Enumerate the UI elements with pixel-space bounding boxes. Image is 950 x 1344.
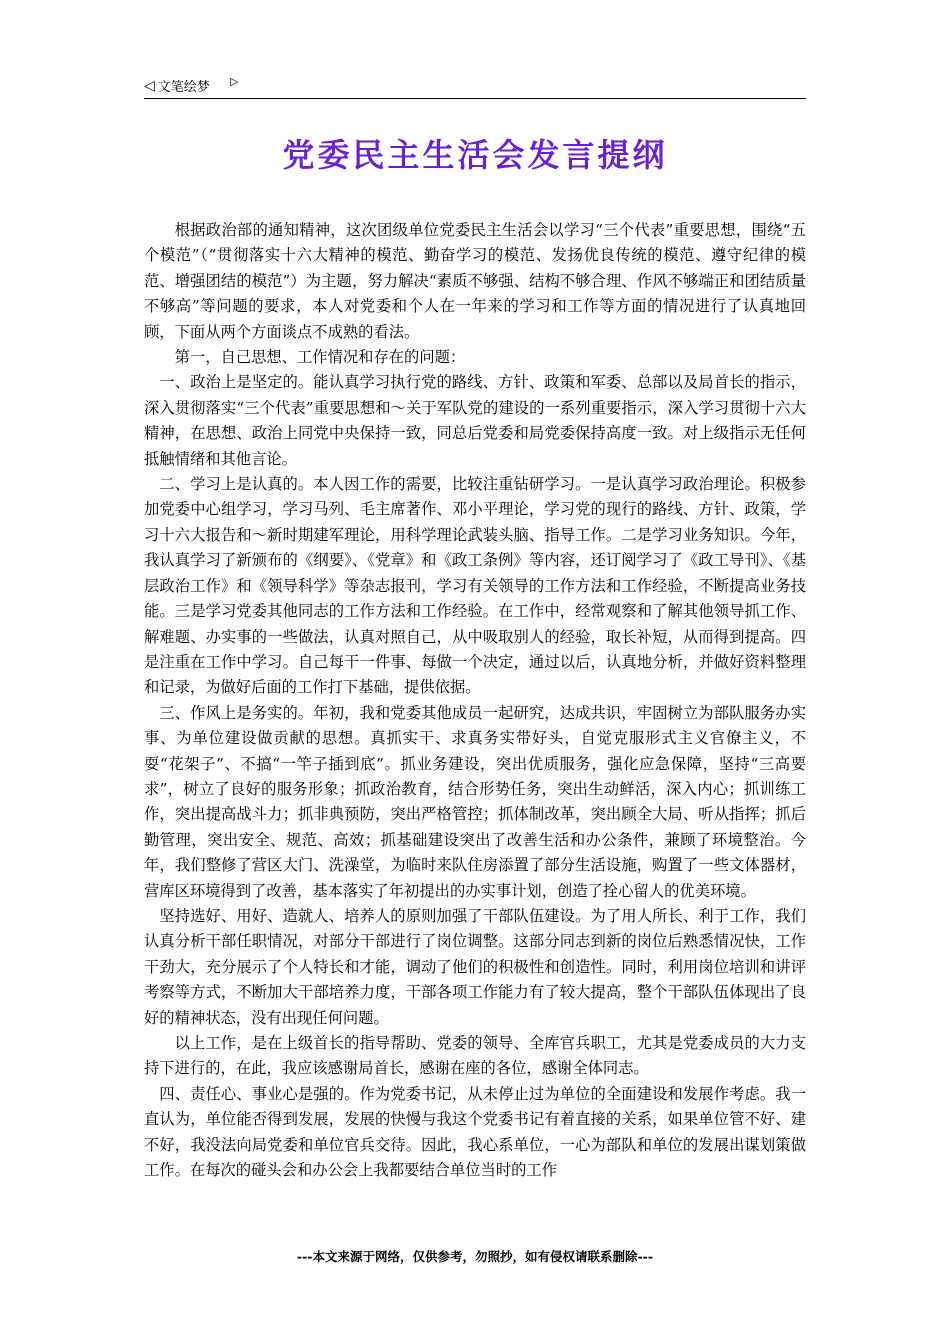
paragraph-politics: 一、政治上是坚定的。能认真学习执行党的路线、方针、政策和军委、总部以及局首长的指示，深入贯彻落实“三个代表”重要思想和～关于军队党的建设的一系列重要指示，深入学习贯彻十六大精神，在思想、政治上同党中央保持一致，同总后党委和局党委保持高度一致。对上级指示无任何抵触情绪和其他言论。 <box>144 373 806 468</box>
footer-disclaimer: ---本文来源于网络，仅供参考，勿照抄，如有侵权请联系删除--- <box>296 1249 654 1264</box>
triangle-left-icon: ◁ <box>144 77 155 94</box>
paragraph-responsibility: 四、责任心、事业心是强的。作为党委书记，从未停止过为单位的全面建设和发展作考虑。我一直认为，单位能否得到发展，发展的快慢与我这个党委书记有着直接的关系，如果单位管不好、建不好，我没法向局党委和单位官兵交待。因此，我心系单位，一心为部队和单位的发展出谋划策做工作。在每次的碰头会和办公会上我都要结合单位当时的工作 <box>144 1084 806 1180</box>
page-header <box>144 74 806 99</box>
paragraph-study: 二、学习上是认真的。本人因工作的需要，比较注重钻研学习。一是认真学习政治理论。积极参加党委中心组学习，学习马列、毛主席著作、邓小平理论，学习党的现行的路线、方针、政策，学习十六大报告和～新时期建军理论，用科学理论武装头脑、指导工作。二是学习业务知识。今年，我认真学习了新颁布的《纲要》、《党章》和《政工条例》等内容，还订阅学习了《政工导刊》、《基层政治工作》和《领导科学》等杂志报刊，学习有关领导的工作方法和工作经验，不断提高业务技能。三是学习党委其他同志的工作方法和工作经验。在工作中，经常观察和了解其他领导抓工作、解难题、办实事的一些做法，认真对照自己，从中吸取别人的经验，取长补短，从而得到提高。四是注重在工作中学习。自己每干一件事、每做一个决定，通过以后，认真地分析，并做好资料整理和记录，为做好后面的工作打下基础，提供依据。 <box>144 475 806 697</box>
paragraph-section-first: 第一，自己思想、工作情况和存在的问题： <box>174 348 466 367</box>
header-brand-text: 文笔绘梦 <box>157 80 210 95</box>
triangle-right-icon: ▷ <box>230 75 239 88</box>
paragraph-thanks: 以上工作，是在上级首长的指导帮助、党委的领导、全库官兵职工，尤其是党委成员的大力支持下进行的，在此，我应该感谢局首长，感谢在座的各位，感谢全体同志。 <box>144 1034 806 1078</box>
document-title: 党委民主生活会发言提纲 <box>282 136 668 174</box>
paragraph-work-style: 三、作风上是务实的。年初，我和党委其他成员一起研究，达成共识，牢固树立为部队服务办实事、为单位建设做贡献的思想。真抓实干、求真务实带好头，自觉克服形式主义官僚主义，不耍“花架子”、不搞“一竿子插到底”。抓业务建设，突出优质服务，强化应急保障，坚持“三高要求”，树立了良好的服务形象；抓政治教育，结合形势任务，突出生动鲜活，深入内心；抓训练工作，突出提高战斗力；抓非典预防，突出严格管控；抓体制改革，突出顾全大局、听从指挥；抓后勤管理，突出安全、规范、高效；抓基础建设突出了改善生活和办公条件，兼顾了环境整治。今年，我们整修了营区大门、洗澡堂，为临时来队住房添置了部分生活设施，购置了一些文体器材，营库区环境得到了改善，基本落实了年初提出的办实事计划，创造了拴心留人的优美环境。 <box>144 703 806 900</box>
paragraph-cadre-building: 坚持选好、用好、造就人、培养人的原则加强了干部队伍建设。为了用人所长、利于工作，我们认真分析干部任职情况，对部分干部进行了岗位调整。这部分同志到新的岗位后熟悉情况快，工作干劲大，充分展示了个人特长和才能，调动了他们的积极性和创造性。同时，利用岗位培训和讲评考察等方式，不断加大干部培养力度，干部各项工作能力有了较大提高，整个干部队伍体现出了良好的精神状态，没有出现任何问题。 <box>144 906 806 1027</box>
paragraph-intro: 根据政治部的通知精神，这次团级单位党委民主生活会以学习“三个代表”重要思想，围绕“五个模范”（“贯彻落实十六大精神的模范、勤奋学习的模范、发扬优良传统的模范、遵守纪律的模范、增强团结的模范”）为主题，努力解决“素质不够强、结构不够合理、作风不够端正和团结质量不够高”等问题的要求，本人对党委和个人在一年来的学习和工作等方面的情况进行了认真地回顾，下面从两个方面谈点不成熟的看法。 <box>144 221 806 341</box>
header-brand <box>144 76 210 95</box>
document-body <box>144 218 806 1183</box>
